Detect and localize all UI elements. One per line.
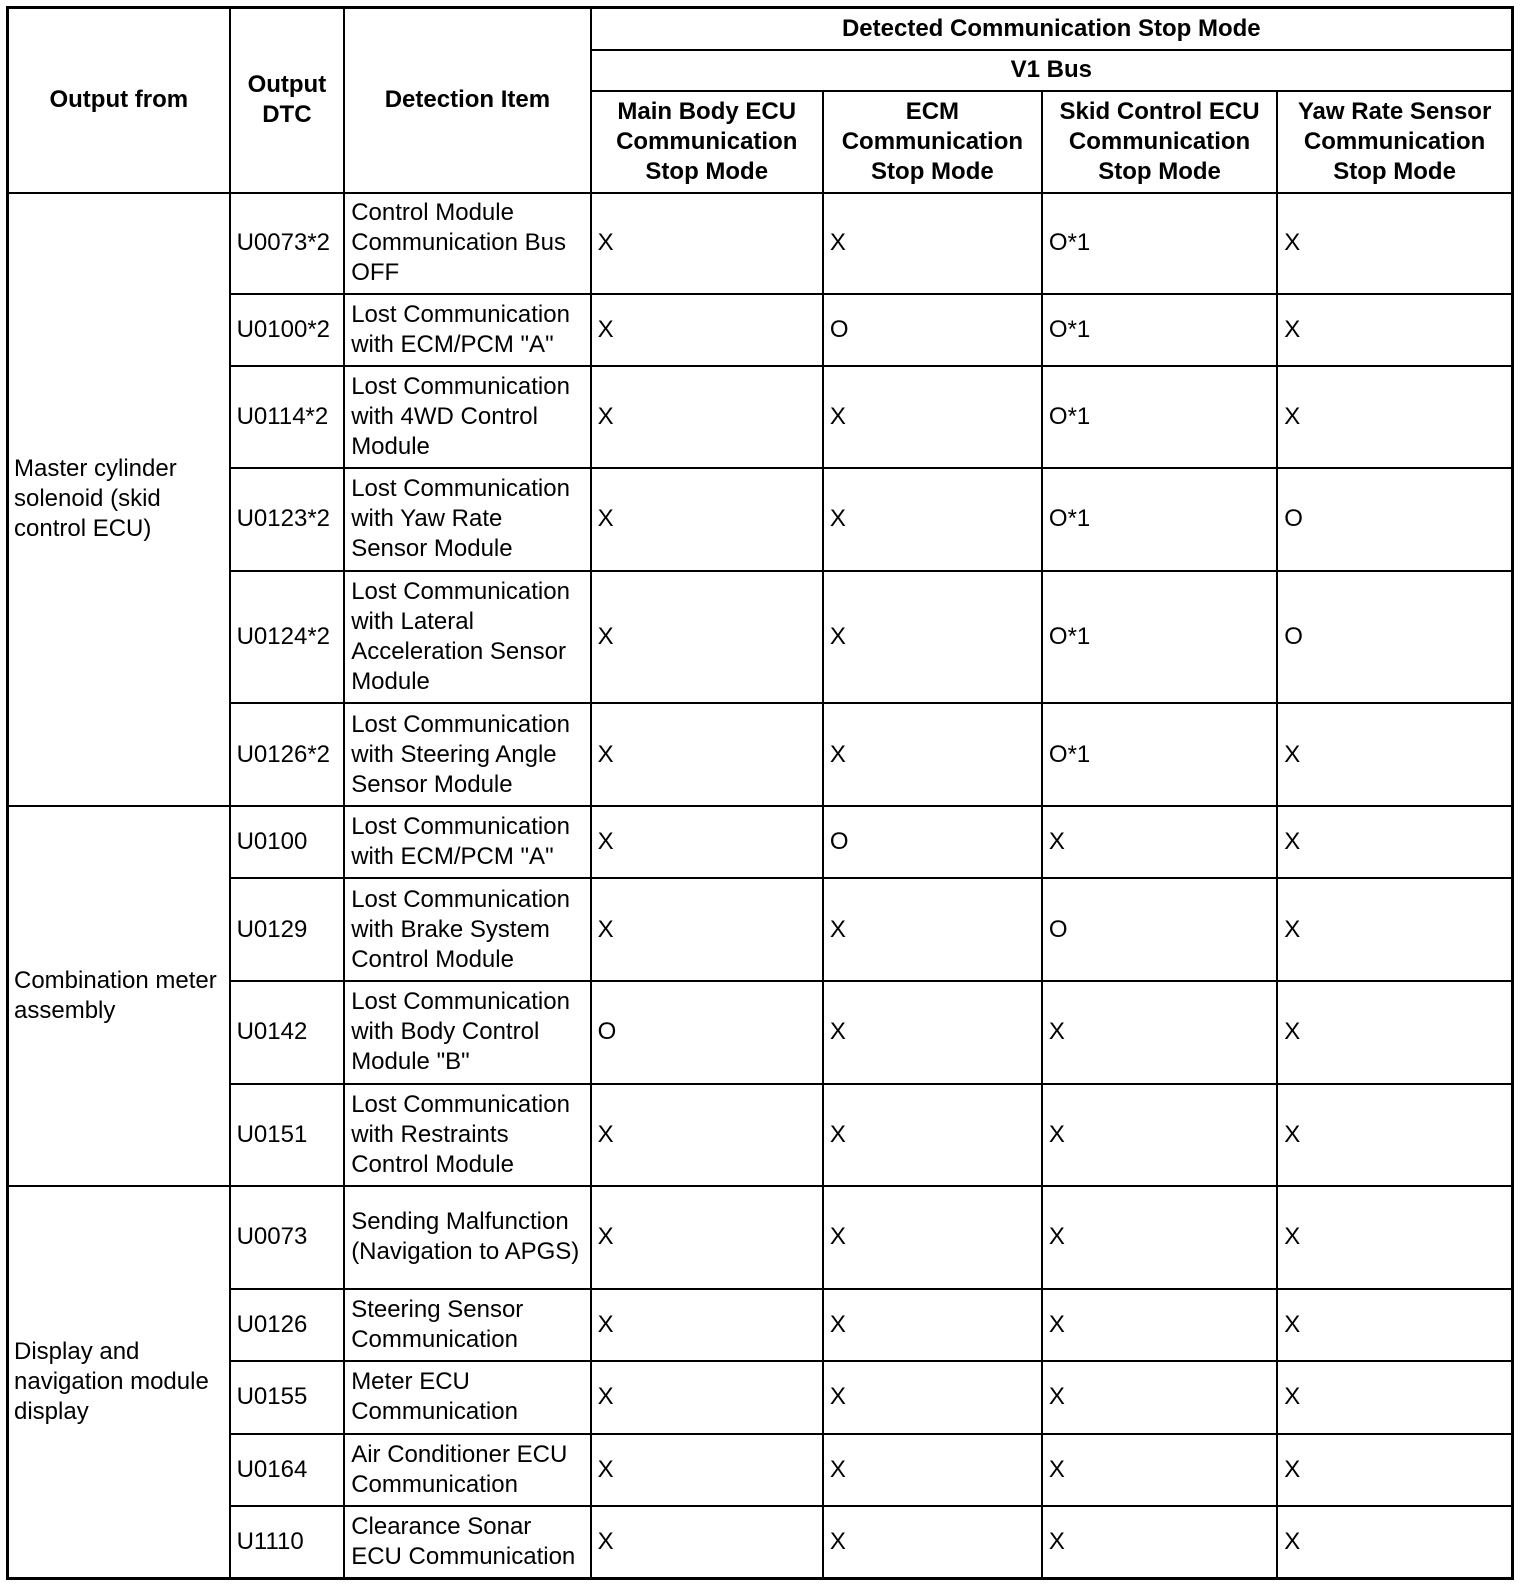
mark-main-body: X xyxy=(591,1506,823,1579)
mark-yaw-rate: X xyxy=(1277,1084,1512,1187)
mark-main-body: X xyxy=(591,468,823,571)
mark-ecm: X xyxy=(823,1434,1042,1506)
dtc-cell: U1110 xyxy=(230,1506,345,1579)
mark-main-body: X xyxy=(591,1289,823,1361)
mark-skid-control: X xyxy=(1042,1361,1277,1433)
mark-ecm: O xyxy=(823,294,1042,366)
mark-ecm: X xyxy=(823,703,1042,806)
mark-skid-control: O*1 xyxy=(1042,193,1277,295)
mark-yaw-rate: X xyxy=(1277,1506,1512,1579)
mark-ecm: X xyxy=(823,366,1042,468)
mark-yaw-rate: X xyxy=(1277,1434,1512,1506)
detection-item-cell: Air Conditioner ECU Communication xyxy=(344,1434,590,1506)
detection-item-cell: Lost Communication with Brake System Control Module xyxy=(344,878,590,981)
detection-item-cell: Lost Communication with Steering Angle Sensor Module xyxy=(344,703,590,806)
mark-main-body: O xyxy=(591,981,823,1084)
table-row xyxy=(8,981,1513,1084)
mark-skid-control: X xyxy=(1042,806,1277,878)
dtc-cell: U0114*2 xyxy=(230,366,345,468)
table-row xyxy=(8,1186,1513,1289)
dtc-table xyxy=(6,6,1514,1580)
mark-main-body: X xyxy=(591,366,823,468)
mark-ecm: X xyxy=(823,981,1042,1084)
detection-item-cell: Control Module Communication Bus OFF xyxy=(344,193,590,295)
dtc-cell: U0126 xyxy=(230,1289,345,1361)
detection-item-cell: Clearance Sonar ECU Communication xyxy=(344,1506,590,1579)
header-bus: V1 Bus xyxy=(591,50,1513,91)
mark-main-body: X xyxy=(591,294,823,366)
mark-ecm: X xyxy=(823,1361,1042,1433)
header-mode-ecm: ECM Communication Stop Mode xyxy=(823,91,1042,193)
table-header xyxy=(8,8,1513,193)
mark-ecm: X xyxy=(823,468,1042,571)
detection-item-cell: Steering Sensor Communication xyxy=(344,1289,590,1361)
mark-skid-control: X xyxy=(1042,1434,1277,1506)
table-row xyxy=(8,1434,1513,1506)
mark-main-body: X xyxy=(591,1186,823,1289)
mark-yaw-rate: X xyxy=(1277,878,1512,981)
mark-ecm: X xyxy=(823,571,1042,704)
header-output-dtc: Output DTC xyxy=(230,8,345,193)
dtc-cell: U0123*2 xyxy=(230,468,345,571)
output-from-cell: Master cylinder solenoid (skid control ECU) xyxy=(8,193,230,806)
mark-skid-control: X xyxy=(1042,1506,1277,1579)
detection-item-cell: Lost Communication with Restraints Control Module xyxy=(344,1084,590,1187)
mark-yaw-rate: X xyxy=(1277,1186,1512,1289)
mark-yaw-rate: O xyxy=(1277,571,1512,704)
mark-skid-control: X xyxy=(1042,1084,1277,1187)
header-mode-skid-control: Skid Control ECU Communication Stop Mode xyxy=(1042,91,1277,193)
dtc-cell: U0126*2 xyxy=(230,703,345,806)
mark-ecm: X xyxy=(823,878,1042,981)
dtc-cell: U0124*2 xyxy=(230,571,345,704)
mark-main-body: X xyxy=(591,193,823,295)
mark-yaw-rate: X xyxy=(1277,1289,1512,1361)
mark-yaw-rate: X xyxy=(1277,703,1512,806)
mark-skid-control: O*1 xyxy=(1042,468,1277,571)
mark-ecm: X xyxy=(823,1186,1042,1289)
table-row xyxy=(8,366,1513,468)
header-output-from: Output from xyxy=(8,8,230,193)
dtc-cell: U0100*2 xyxy=(230,294,345,366)
mark-yaw-rate: X xyxy=(1277,193,1512,295)
mark-main-body: X xyxy=(591,806,823,878)
mark-main-body: X xyxy=(591,878,823,981)
dtc-cell: U0073 xyxy=(230,1186,345,1289)
detection-item-cell: Lost Communication with Lateral Acceleration Sensor Module xyxy=(344,571,590,704)
table-body xyxy=(8,193,1513,1579)
header-mode-main-body: Main Body ECU Communication Stop Mode xyxy=(591,91,823,193)
table-row xyxy=(8,1289,1513,1361)
dtc-cell: U0142 xyxy=(230,981,345,1084)
dtc-cell: U0100 xyxy=(230,806,345,878)
dtc-cell: U0129 xyxy=(230,878,345,981)
table-row xyxy=(8,1084,1513,1187)
mark-main-body: X xyxy=(591,571,823,704)
table-row xyxy=(8,878,1513,981)
header-mode-yaw-rate: Yaw Rate Sensor Communication Stop Mode xyxy=(1277,91,1512,193)
detection-item-cell: Lost Communication with Body Control Module "B" xyxy=(344,981,590,1084)
mark-yaw-rate: X xyxy=(1277,1361,1512,1433)
mark-skid-control: O*1 xyxy=(1042,294,1277,366)
mark-main-body: X xyxy=(591,703,823,806)
mark-yaw-rate: X xyxy=(1277,366,1512,468)
dtc-cell: U0155 xyxy=(230,1361,345,1433)
header-detected-mode: Detected Communication Stop Mode xyxy=(591,8,1513,50)
mark-yaw-rate: O xyxy=(1277,468,1512,571)
mark-main-body: X xyxy=(591,1361,823,1433)
mark-ecm: O xyxy=(823,806,1042,878)
mark-main-body: X xyxy=(591,1434,823,1506)
mark-ecm: X xyxy=(823,1084,1042,1187)
mark-yaw-rate: X xyxy=(1277,806,1512,878)
detection-item-cell: Lost Communication with ECM/PCM "A" xyxy=(344,294,590,366)
mark-yaw-rate: X xyxy=(1277,981,1512,1084)
table-row xyxy=(8,193,1513,295)
mark-skid-control: O*1 xyxy=(1042,366,1277,468)
detection-item-cell: Lost Communication with ECM/PCM "A" xyxy=(344,806,590,878)
mark-skid-control: O xyxy=(1042,878,1277,981)
detection-item-cell: Sending Malfunction (Navigation to APGS) xyxy=(344,1186,590,1289)
mark-skid-control: X xyxy=(1042,1289,1277,1361)
output-from-cell: Combination meter assembly xyxy=(8,806,230,1186)
output-from-cell: Display and navigation module display xyxy=(8,1186,230,1578)
detection-item-cell: Lost Communication with Yaw Rate Sensor Module xyxy=(344,468,590,571)
table-row xyxy=(8,1506,1513,1579)
dtc-cell: U0073*2 xyxy=(230,193,345,295)
mark-ecm: X xyxy=(823,1289,1042,1361)
header-detection-item: Detection Item xyxy=(344,8,590,193)
table-row xyxy=(8,294,1513,366)
table-row xyxy=(8,468,1513,571)
table-row xyxy=(8,806,1513,878)
detection-item-cell: Lost Communication with 4WD Control Module xyxy=(344,366,590,468)
table-row xyxy=(8,571,1513,704)
mark-skid-control: O*1 xyxy=(1042,571,1277,704)
mark-skid-control: X xyxy=(1042,981,1277,1084)
mark-ecm: X xyxy=(823,1506,1042,1579)
mark-skid-control: X xyxy=(1042,1186,1277,1289)
detection-item-cell: Meter ECU Communication xyxy=(344,1361,590,1433)
mark-main-body: X xyxy=(591,1084,823,1187)
table-row xyxy=(8,703,1513,806)
dtc-cell: U0151 xyxy=(230,1084,345,1187)
table-row xyxy=(8,1361,1513,1433)
mark-ecm: X xyxy=(823,193,1042,295)
mark-yaw-rate: X xyxy=(1277,294,1512,366)
dtc-cell: U0164 xyxy=(230,1434,345,1506)
mark-skid-control: O*1 xyxy=(1042,703,1277,806)
